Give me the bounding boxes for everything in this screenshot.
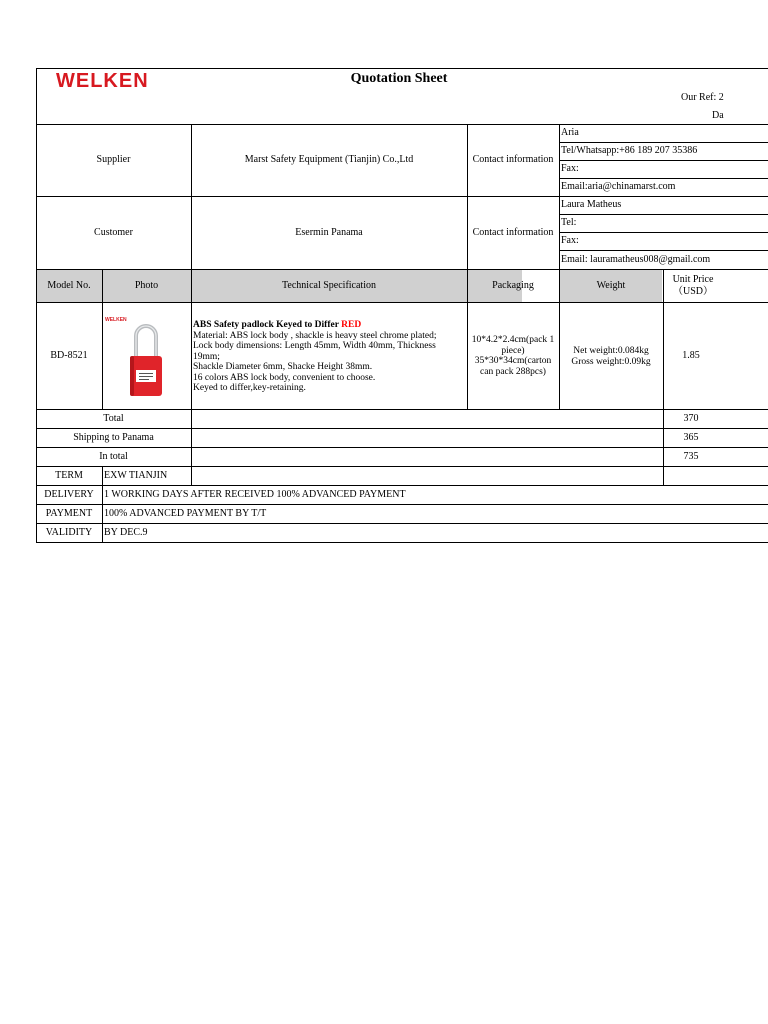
customer-tel: Tel: — [561, 217, 577, 228]
supplier-tel: Tel/Whatsapp:+86 189 207 35386 — [561, 145, 698, 156]
spec-shackle: Shackle Diameter 6mm, Shacke Height 38mm. — [193, 362, 373, 372]
item-packaging: 10*4.2*2.4cm(pack 1 piece) 35*30*34cm(carton can pack 288pcs) — [471, 335, 555, 377]
payment-value: 100% ADVANCED PAYMENT BY T/T — [104, 508, 267, 519]
in-total-label: In total — [99, 451, 128, 462]
item-unit-price: 1.85 — [682, 350, 700, 361]
in-total-value: 735 — [683, 451, 699, 462]
spec-color-red: RED — [341, 320, 362, 330]
product-photo — [103, 312, 189, 402]
total-value: 370 — [683, 413, 699, 424]
supplier-fax: Fax: — [561, 163, 579, 174]
supplier-contact-name: Aria — [561, 127, 579, 138]
our-ref: Our Ref: 2 — [681, 92, 724, 103]
spec-title — [193, 320, 465, 331]
shipping-value: 365 — [683, 432, 699, 443]
column-header-packaging: Packaging — [492, 280, 534, 291]
shipping-label: Shipping to Panama — [73, 432, 154, 443]
column-header-currency: （USD） — [672, 286, 713, 297]
page-title: Quotation Sheet — [350, 71, 448, 86]
column-header-unit-price: Unit Price — [672, 274, 714, 285]
gross-weight: Gross weight:0.09kg — [571, 356, 651, 367]
payment-label: PAYMENT — [45, 508, 93, 519]
column-header-spec: Technical Specification — [282, 280, 376, 291]
validity-value: BY DEC.9 — [104, 527, 148, 538]
welken-logo: WELKEN — [56, 70, 149, 92]
customer-email[interactable]: Email: lauramatheus008@gmail.com — [561, 254, 711, 265]
column-header-model: Model No. — [47, 280, 91, 291]
spec-dimensions: Lock body dimensions: Length 45mm, Width 40mm, Thickness 19mm; — [193, 341, 436, 362]
padlock-icon — [103, 312, 189, 402]
delivery-value: 1 WORKING DAYS AFTER RECEIVED 100% ADVANCED PAYMENT — [104, 489, 406, 500]
customer-label: Customer — [94, 227, 133, 238]
supplier-contact-label: Contact information — [472, 154, 554, 165]
item-model-number: BD-8521 — [50, 350, 88, 361]
supplier-email[interactable]: Email:aria@chinamarst.com — [561, 181, 676, 192]
spec-colors: 16 colors ABS lock body, convenient to choose. — [193, 372, 376, 383]
customer-fax: Fax: — [561, 235, 579, 246]
customer-contact-name: Laura Matheus — [561, 199, 622, 210]
spec-material: Material: ABS lock body , shackle is heavy steel chrome plated; — [193, 330, 437, 341]
term-label: TERM — [55, 470, 83, 481]
supplier-name: Marst Safety Equipment (Tianjin) Co.,Ltd — [244, 154, 414, 165]
column-header-photo: Photo — [134, 280, 159, 291]
column-header-weight: Weight — [596, 280, 626, 291]
customer-name: Esermin Panama — [295, 227, 363, 238]
spec-key: Keyed to differ,key-retaining. — [193, 383, 306, 393]
total-label: Total — [103, 413, 124, 424]
term-value: EXW TIANJIN — [104, 470, 168, 481]
item-weight — [559, 346, 663, 367]
photo-brand-mark: WELKEN — [105, 317, 127, 323]
delivery-label: DELIVERY — [44, 489, 94, 500]
date-label: Da — [712, 110, 724, 121]
validity-label: VALIDITY — [45, 527, 93, 538]
supplier-label: Supplier — [96, 154, 131, 165]
technical-specification — [193, 320, 465, 394]
customer-contact-label: Contact information — [472, 227, 554, 238]
spec-title-text: ABS Safety padlock Keyed to Differ — [193, 320, 342, 330]
net-weight: Net weight:0.084kg — [573, 346, 649, 356]
